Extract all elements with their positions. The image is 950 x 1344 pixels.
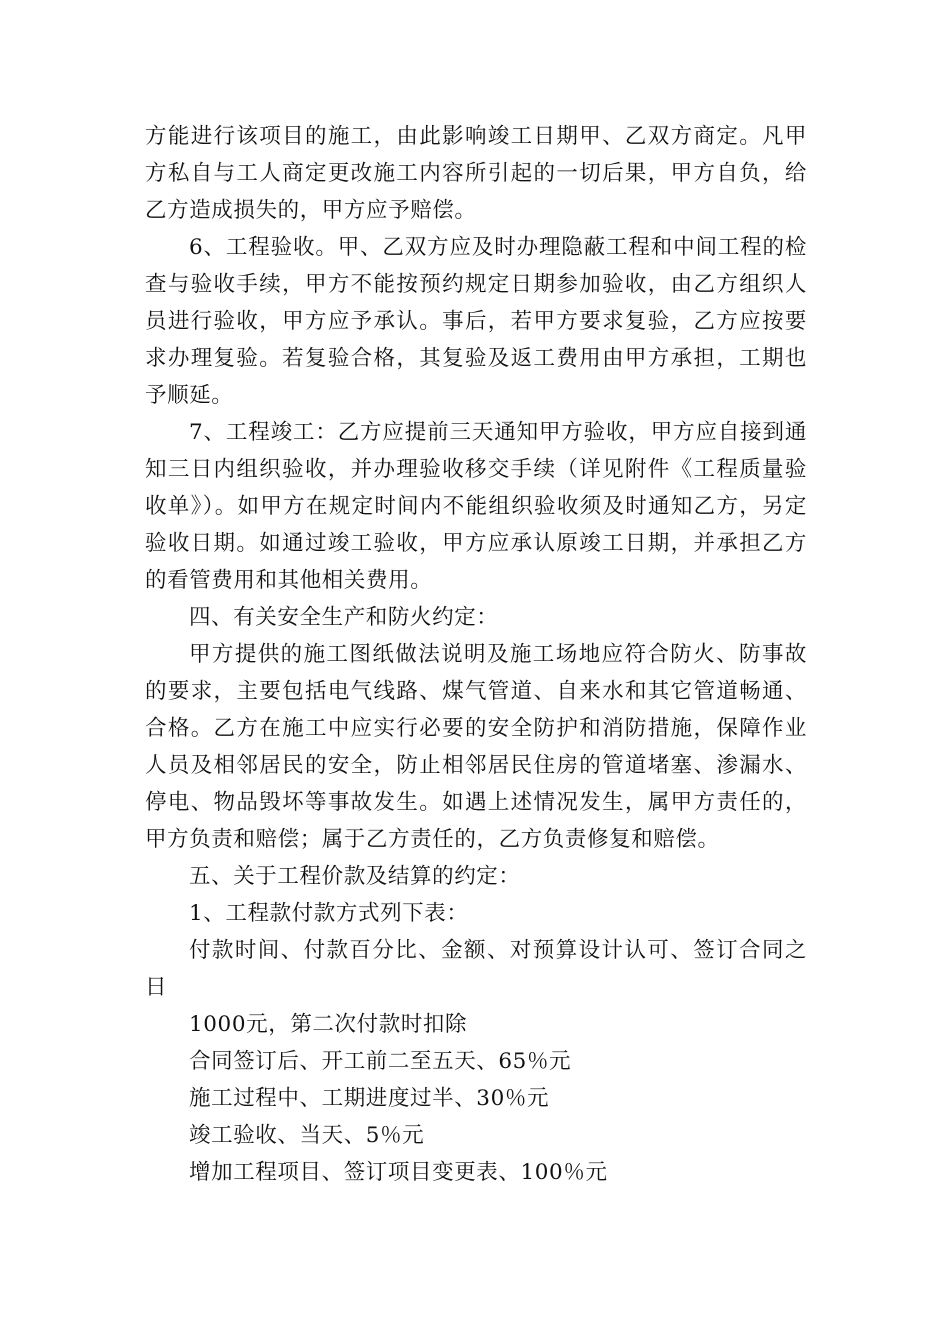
paragraph-project-acceptance: 6、工程验收。甲、乙双方应及时办理隐蔽工程和中间工程的检查与验收手续，甲方不能按预约规定日期参加验收，由乙方组织人员进行验收，甲方应予承认。事后，若甲方要求复验，乙方应按要求办理复验。若复验合格，其复验及返工费用由甲方承担，工期也予顺延。 [145, 235, 807, 408]
payment-row-midway: 施工过程中、工期进度过半、30％元 [189, 1086, 550, 1111]
payment-table-header: 付款时间、付款百分比、金额、对预算设计认可、签订合同之日 [145, 938, 807, 1000]
paragraph-safety-fire: 甲方提供的施工图纸做法说明及施工场地应符合防火、防事故的要求，主要包括电气线路、煤气管道、自来水和其它管道畅通、合格。乙方在施工中应实行必要的安全防护和消防措施，保障作业人员及相邻居民的安全，防止相邻居民住房的管道堵塞、渗漏水、停电、物品毁坏等事故发生。如遇上述情况发生，属甲方责任的，甲方负责和赔偿；属于乙方责任的，乙方负责修复和赔偿。 [145, 642, 807, 852]
section-heading-safety: 四、有关安全生产和防火约定： [189, 605, 499, 630]
payment-row-completion: 竣工验收、当天、5％元 [189, 1123, 425, 1148]
payment-method-heading: 1、工程款付款方式列下表： [189, 901, 469, 926]
payment-row-contract-signed: 合同签订后、开工前二至五天、65％元 [189, 1049, 572, 1074]
paragraph-construction-changes: 方能进行该项目的施工，由此影响竣工日期甲、乙双方商定。凡甲方私自与工人商定更改施工内容所引起的一切后果，甲方自负，给乙方造成损失的，甲方应予赔偿。 [145, 124, 807, 223]
payment-row-deposit: 1000元，第二次付款时扣除 [189, 1012, 468, 1037]
section-heading-payment: 五、关于工程价款及结算的约定： [189, 864, 521, 889]
document-body [145, 118, 807, 1191]
paragraph-project-completion: 7、工程竣工：乙方应提前三天通知甲方验收，甲方应自接到通知三日内组织验收，并办理验收移交手续（详见附件《工程质量验收单》）。如甲方在规定时间内不能组织验收须及时通知乙方，另定验收日期。如通过竣工验收，甲方应承认原竣工日期，并承担乙方的看管费用和其他相关费用。 [145, 420, 807, 593]
payment-row-additional: 增加工程项目、签订项目变更表、100％元 [189, 1160, 608, 1185]
